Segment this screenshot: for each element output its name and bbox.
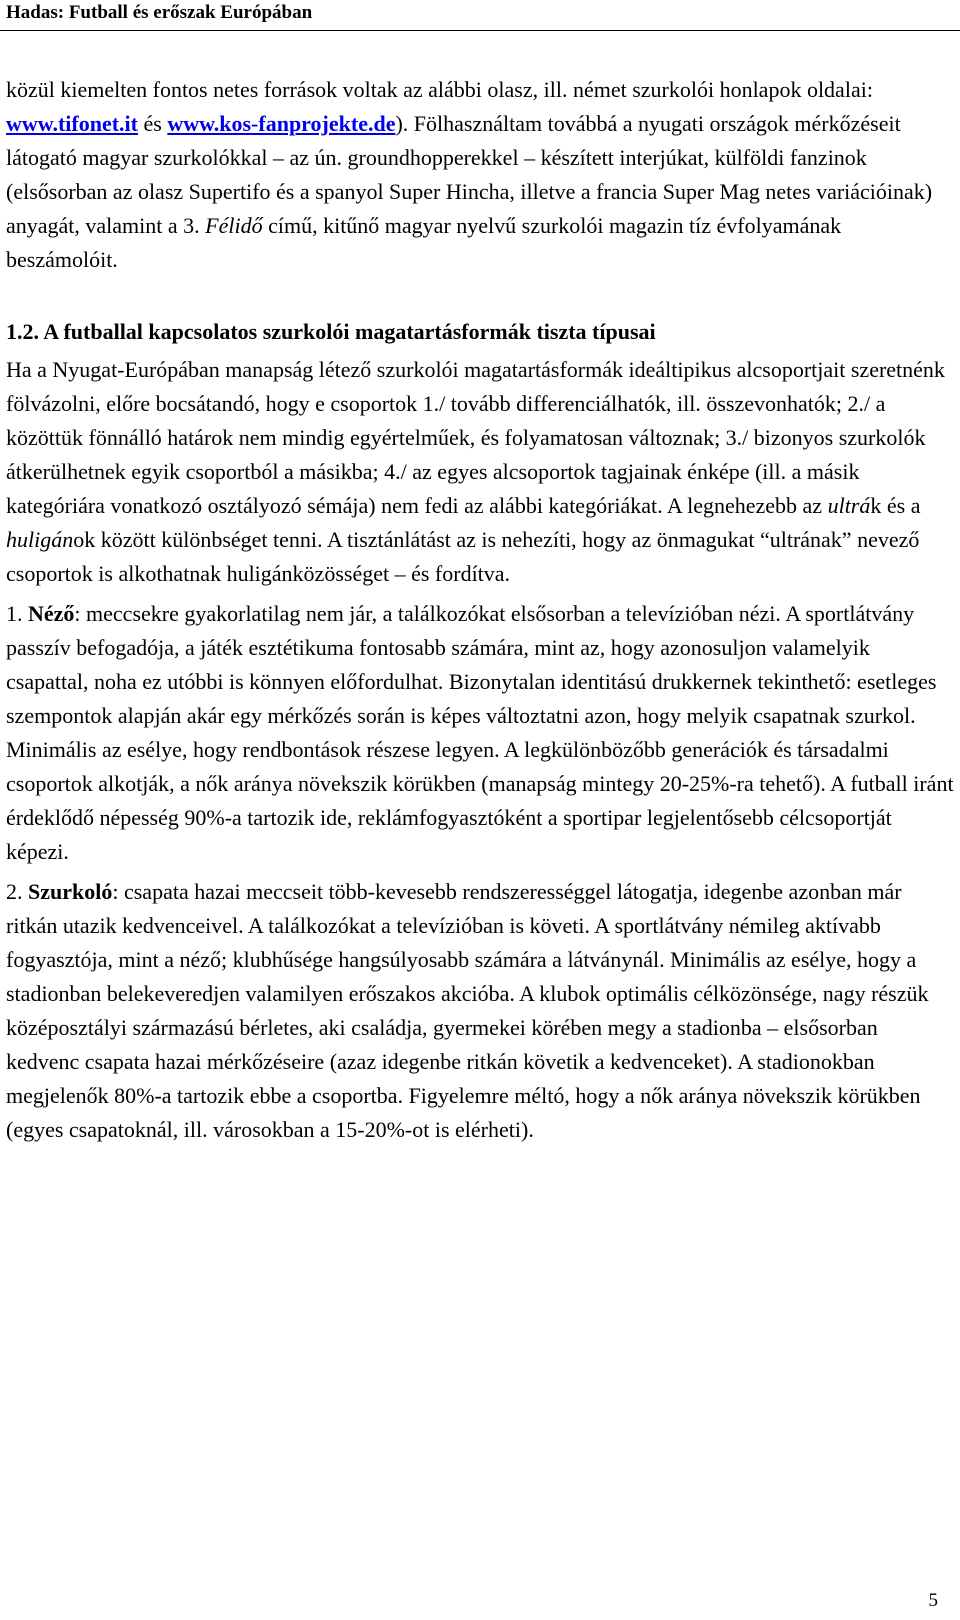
running-header: Hadas: Futball és erőszak Európában xyxy=(6,2,313,23)
tifonet-link[interactable]: www.tifonet.it xyxy=(6,111,138,136)
header-rule xyxy=(0,30,960,31)
para-text-2: k és a xyxy=(870,493,921,518)
ultra-term: ultrá xyxy=(827,493,871,518)
item-number: 1. xyxy=(6,601,28,626)
page-number: 5 xyxy=(928,1590,938,1611)
item-text: : csapata hazai meccseit több-kevesebb rendszerességgel látogatja, idegenbe azonban már ritkán utazik kedvenceivel. A találkozókat a televízióban is követi. A sportlátvány némileg aktívabb fogyasztója, mint a néző; klubhűsége hangsúlyosabb számára a látványnál. Minimális az esélye, hogy a stadionban belekeveredjen valamilyen erőszakos akcióba. A klubok optimális célközönsége, nagy részük középosztályi származású bérletes, aki családja, gyermekei körében megy a stadionba – elsősorban kedvenc csapata hazai mérkőzéseire (azaz idegenbe ritkán követik a kedvenceket). A stadionokban megjelenők 80%-a tartozik ebbe a csoportba. Figyelemre méltó, hogy a nők aránya növekszik körükben (egyes csapatoknál, ill. városokban a 15-20%-ot is elérheti). xyxy=(6,879,929,1142)
intro-text-1: közül kiemelten fontos netes források voltak az alábbi olasz, ill. német szurkolói honlapok oldalai: xyxy=(6,77,873,102)
section-paragraph xyxy=(6,353,956,591)
intro-text-3: ). Fölhasználtam továbbá a nyugati országok mérkőzéseit látogató magyar szurkolókkal – az ún. groundhopperekkel – készített interjúkat, külföldi fanzinok (elsősorban az olasz Supertifo és a spanyol Super Hincha, illetve a francia Super Mag netes variációinak) anyagát, valamint a 3. xyxy=(6,111,933,238)
list-item-szurkolo xyxy=(6,875,956,1147)
section-heading: 1.2. A futballal kapcsolatos szurkolói magatartásformák tiszta típusai xyxy=(6,319,656,344)
list-item-nezo xyxy=(6,597,956,869)
intro-paragraph xyxy=(6,73,956,277)
document-body xyxy=(6,73,956,1147)
felido-title: Félidő xyxy=(205,213,263,238)
para-text-1: Ha a Nyugat-Európában manapság létező szurkolói magatartásformák ideáltipikus alcsoportjait szeretnénk fölvázolni, előre bocsátandó, hogy e csoportok 1./ tovább differenciálhatók, ill. összevonhatók; 2./ a közöttük fönnálló határok nem mindig egyértelműek, és folyamatosan változnak; 3./ bizonyos szurkolók átkerülhetnek egyik csoportból a másikba; 4./ az egyes alcsoportok tagjainak énképe (ill. a másik kategóriára vonatkozó osztályozó sémája) nem fedi az alábbi kategóriákat. A legnehezebb az xyxy=(6,357,945,518)
item-term-nezo: Néző xyxy=(28,601,75,626)
item-term-szurkolo: Szurkoló xyxy=(28,879,113,904)
item-number: 2. xyxy=(6,879,28,904)
intro-text-4: című, kitűnő magyar nyelvű szurkolói magazin tíz évfolyamának beszámolóit. xyxy=(6,213,842,272)
kos-fanprojekte-link[interactable]: www.kos-fanprojekte.de xyxy=(167,111,396,136)
item-text: : meccsekre gyakorlatilag nem jár, a találkozókat elsősorban a televízióban nézi. A sportlátvány passzív befogadója, a játék esztétikuma fontosabb számára, mint az, hogy azonosuljon valamelyik csapattal, noha ez utóbbi is könnyen előfordulhat. Bizonytalan identitású drukkernek tekinthető: esetleges szempontok alapján akár egy mérkőzés során is képes változtatni azon, hogy melyik csapatnak szurkol. Minimális az esélye, hogy rendbontások részese legyen. A legkülönbözőbb generációk és társadalmi csoportok alkotják, a nők aránya növekszik körükben (manapság mintegy 20-25%-ra tehető). A futball iránt érdeklődő népesség 90%-a tartozik ide, reklámfogyasztóként a sportipar legjelentősebb célcsoportját képezi. xyxy=(6,601,954,864)
intro-text-2: és xyxy=(137,111,168,136)
para-text-3: ok között különbséget tenni. A tisztánlátást az is nehezíti, hogy az önmagukat “ultrának” nevező csoportok is alkothatnak huligánközösséget – és fordítva. xyxy=(6,527,920,586)
huligan-term: huligán xyxy=(6,527,74,552)
